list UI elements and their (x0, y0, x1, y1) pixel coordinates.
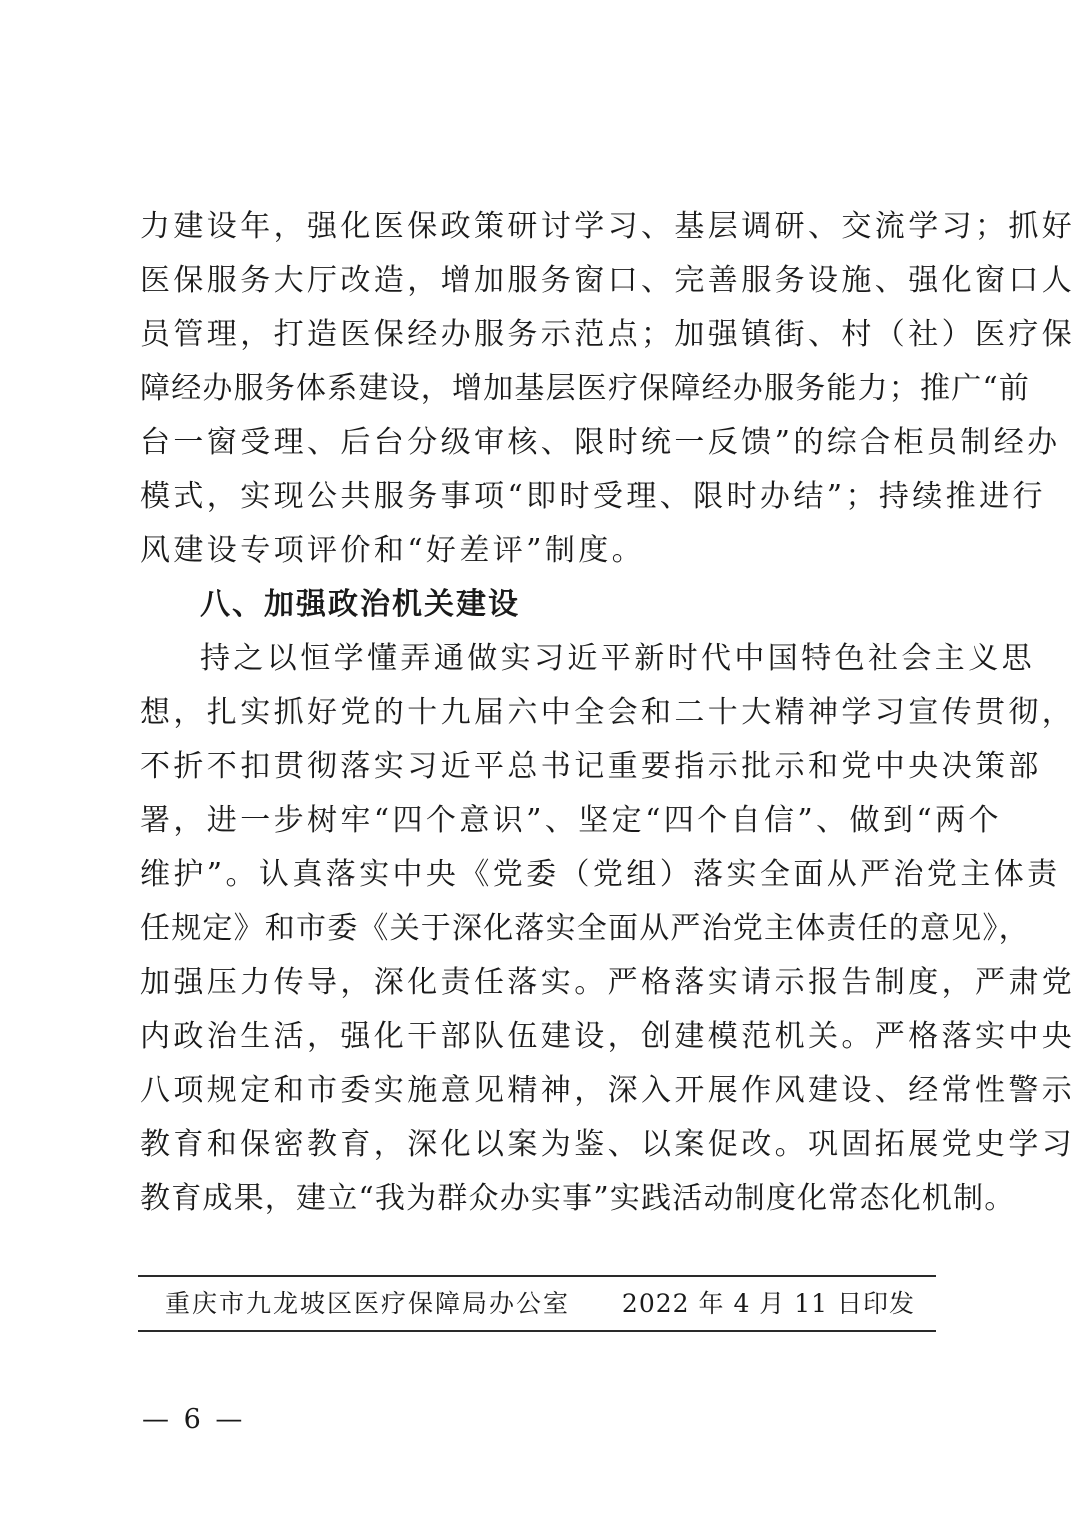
paragraph-1-line: 模式，实现公共服务事项“即时受理、限时办结”；持续推进行 (140, 479, 1046, 514)
paragraph-2-line: 八项规定和市委实施意见精神，深入开展作风建设、经常性警示 (140, 1073, 1075, 1108)
print-date: 2022 年 4 月 11 日印发 (621, 1289, 915, 1318)
paragraph-2-line: 内政治生活，强化干部队伍建设，创建模范机关。严格落实中央 (140, 1019, 1075, 1054)
paragraph-2-line: 教育成果，建立“我为群众办实事”实践活动制度化常态化机制。 (140, 1181, 1016, 1216)
issuing-office: 重庆市九龙坡区医疗保障局办公室 (165, 1289, 571, 1318)
body-text (140, 200, 1075, 1226)
paragraph-1-line: 风建设专项评价和“好差评”制度。 (140, 533, 646, 568)
paragraph-2-line: 持之以恒学懂弄通做实习近平新时代中国特色社会主义思 (200, 641, 1035, 676)
paragraph-2-line: 任规定》和市委《关于深化落实全面从严治党主体责任的意见》， (140, 911, 1030, 946)
footer-bottom-rule (138, 1330, 936, 1332)
paragraph-1-line: 障经办服务体系建设，增加基层医疗保障经办服务能力；推广“前 (140, 371, 1031, 406)
paragraph-1-line: 力建设年，强化医保政策研讨学习、基层调研、交流学习；抓好 (140, 209, 1075, 244)
page-number: — 6 — (142, 1404, 246, 1435)
paragraph-1-line: 员管理，打造医保经办服务示范点；加强镇街、村（社）医疗保 (140, 317, 1075, 352)
section-heading: 八、加强政治机关建设 (200, 587, 520, 622)
paragraph-2-line: 不折不扣贯彻落实习近平总书记重要指示批示和党中央决策部 (140, 749, 1042, 784)
paragraph-2-line: 署，进一步树牢“四个意识”、坚定“四个自信”、做到“两个 (140, 803, 1002, 838)
footer-top-rule (138, 1275, 936, 1277)
paragraph-1-line: 医保服务大厅改造，增加服务窗口、完善服务设施、强化窗口人 (140, 263, 1075, 298)
paragraph-2-line: 维护”。认真落实中央《党委（党组）落实全面从严治党主体责 (140, 857, 1061, 892)
footer-row (165, 1280, 915, 1328)
paragraph-2-line: 教育和保密教育，深化以案为鉴、以案促改。巩固拓展党史学习 (140, 1127, 1075, 1162)
paragraph-2-line: 想，扎实抓好党的十九届六中全会和二十大精神学习宣传贯彻， (140, 695, 1075, 730)
paragraph-1-line: 台一窗受理、后台分级审核、限时统一反馈”的综合柜员制经办 (140, 425, 1061, 460)
paragraph-2-line: 加强压力传导，深化责任落实。严格落实请示报告制度，严肃党 (140, 965, 1075, 1000)
